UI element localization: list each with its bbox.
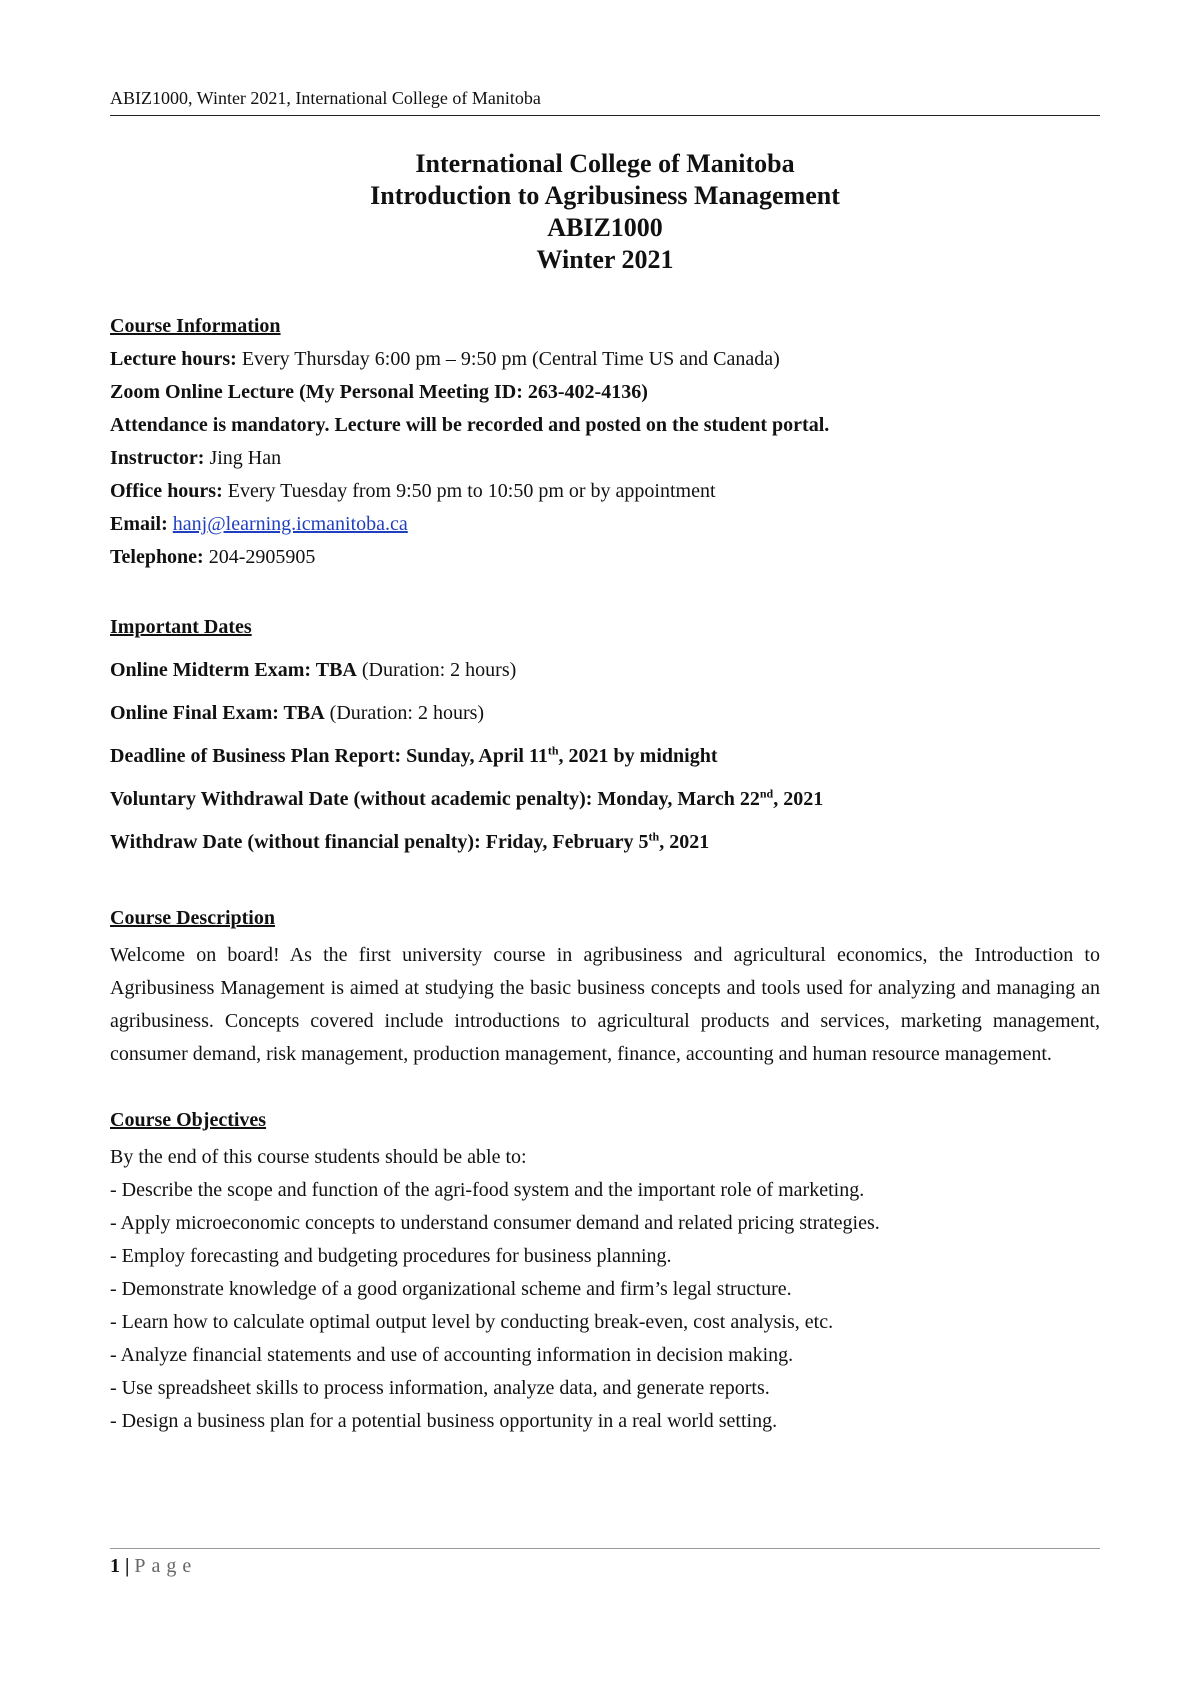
telephone-label: Telephone: xyxy=(110,546,204,568)
document-title xyxy=(110,148,1100,276)
withdraw-date xyxy=(110,826,1100,859)
final-exam xyxy=(110,697,1100,730)
vw-date-suffix: nd xyxy=(759,786,774,801)
email xyxy=(110,508,1100,541)
telephone xyxy=(110,541,1100,574)
objective-item: - Apply microeconomic concepts to understand consumer demand and related pricing strategies. xyxy=(110,1212,880,1234)
voluntary-withdrawal-date xyxy=(110,783,1100,816)
vw-text: Voluntary Withdrawal Date (without academic penalty): Monday, March 22 xyxy=(110,788,760,810)
instructor xyxy=(110,442,1100,475)
bp-date-rest: , 2021 by midnight xyxy=(558,745,718,767)
bp-date-suffix: th xyxy=(547,743,559,758)
title-term: Winter 2021 xyxy=(536,245,674,274)
course-description-text: Welcome on board! As the first university course in agribusiness and agricultural economics, the Introduction to Agribusiness Management is aimed at studying the basic business concepts and tools used for analyzing and managing an agribusiness. Concepts covered include introductions to agricultural products and services, marketing management, consumer demand, risk management, production management, finance, accounting and human resource management. xyxy=(110,944,1100,1065)
page-separator: | xyxy=(120,1555,135,1577)
wd-text: Withdraw Date (without financial penalty): Friday, February 5 xyxy=(110,831,649,853)
final-duration: (Duration: 2 hours) xyxy=(324,702,485,724)
office-hours xyxy=(110,475,1100,508)
course-information-section xyxy=(110,310,1100,574)
running-header xyxy=(110,88,1100,116)
objectives-intro: By the end of this course students should be able to: xyxy=(110,1146,527,1168)
business-plan-deadline xyxy=(110,740,1100,773)
course-description-section xyxy=(110,902,1100,1071)
instructor-label: Instructor: xyxy=(110,447,205,469)
final-label: Online Final Exam: xyxy=(110,702,279,724)
bp-date: : Sunday, April 11 xyxy=(394,745,548,767)
objective-item: - Employ forecasting and budgeting procedures for business planning. xyxy=(110,1245,672,1267)
zoom-lecture: Zoom Online Lecture (My Personal Meeting ID: 263-402-4136) xyxy=(110,381,648,403)
email-label: Email: xyxy=(110,513,168,535)
title-course-code: ABIZ1000 xyxy=(547,213,663,242)
bp-label: Deadline of Business Plan Report xyxy=(110,745,395,767)
title-institution: International College of Manitoba xyxy=(415,149,795,178)
document-body xyxy=(110,310,1100,1438)
objective-item: - Learn how to calculate optimal output level by conducting break-even, cost analysis, etc. xyxy=(110,1311,834,1333)
objective-item: - Design a business plan for a potential business opportunity in a real world setting. xyxy=(110,1410,778,1432)
office-hours-value: Every Tuesday from 9:50 pm to 10:50 pm or by appointment xyxy=(222,480,716,502)
objective-item: - Demonstrate knowledge of a good organizational scheme and firm’s legal structure. xyxy=(110,1278,792,1300)
attendance-note: Attendance is mandatory. Lecture will be recorded and posted on the student portal. xyxy=(110,414,830,436)
course-objectives-heading: Course Objectives xyxy=(110,1109,267,1131)
page-footer xyxy=(110,1548,1100,1578)
objective-item: - Analyze financial statements and use of accounting information in decision making. xyxy=(110,1344,794,1366)
running-header-text: ABIZ1000, Winter 2021, International College of Manitoba xyxy=(110,88,541,108)
course-objectives-section xyxy=(110,1104,1100,1438)
wd-date-rest: , 2021 xyxy=(659,831,710,853)
lecture-hours-label: Lecture hours: xyxy=(110,348,237,370)
telephone-value: 204-2905905 xyxy=(203,546,316,568)
lecture-hours-value: Every Thursday 6:00 pm – 9:50 pm (Central Time US and Canada) xyxy=(236,348,780,370)
midterm-exam xyxy=(110,654,1100,687)
midterm-label: Online Midterm Exam: xyxy=(110,659,312,681)
final-tba: TBA xyxy=(278,702,325,724)
important-dates-heading: Important Dates xyxy=(110,616,252,638)
important-dates-section xyxy=(110,611,1100,859)
email-link[interactable]: hanj@learning.icmanitoba.ca xyxy=(172,513,408,535)
title-course-name: Introduction to Agribusiness Management xyxy=(370,181,840,210)
course-description-heading: Course Description xyxy=(110,907,275,929)
course-information-heading: Course Information xyxy=(110,315,281,337)
page-number: 1 xyxy=(110,1555,120,1577)
page-word: Page xyxy=(134,1555,198,1577)
midterm-tba: TBA xyxy=(311,659,357,681)
wd-date-suffix: th xyxy=(648,829,660,844)
office-hours-label: Office hours: xyxy=(110,480,223,502)
objective-item: - Describe the scope and function of the agri-food system and the important role of marketing. xyxy=(110,1179,865,1201)
objective-item: - Use spreadsheet skills to process information, analyze data, and generate reports. xyxy=(110,1377,770,1399)
midterm-duration: (Duration: 2 hours) xyxy=(356,659,517,681)
vw-date-rest: , 2021 xyxy=(773,788,824,810)
instructor-value: Jing Han xyxy=(204,447,282,469)
lecture-hours xyxy=(110,343,1100,376)
